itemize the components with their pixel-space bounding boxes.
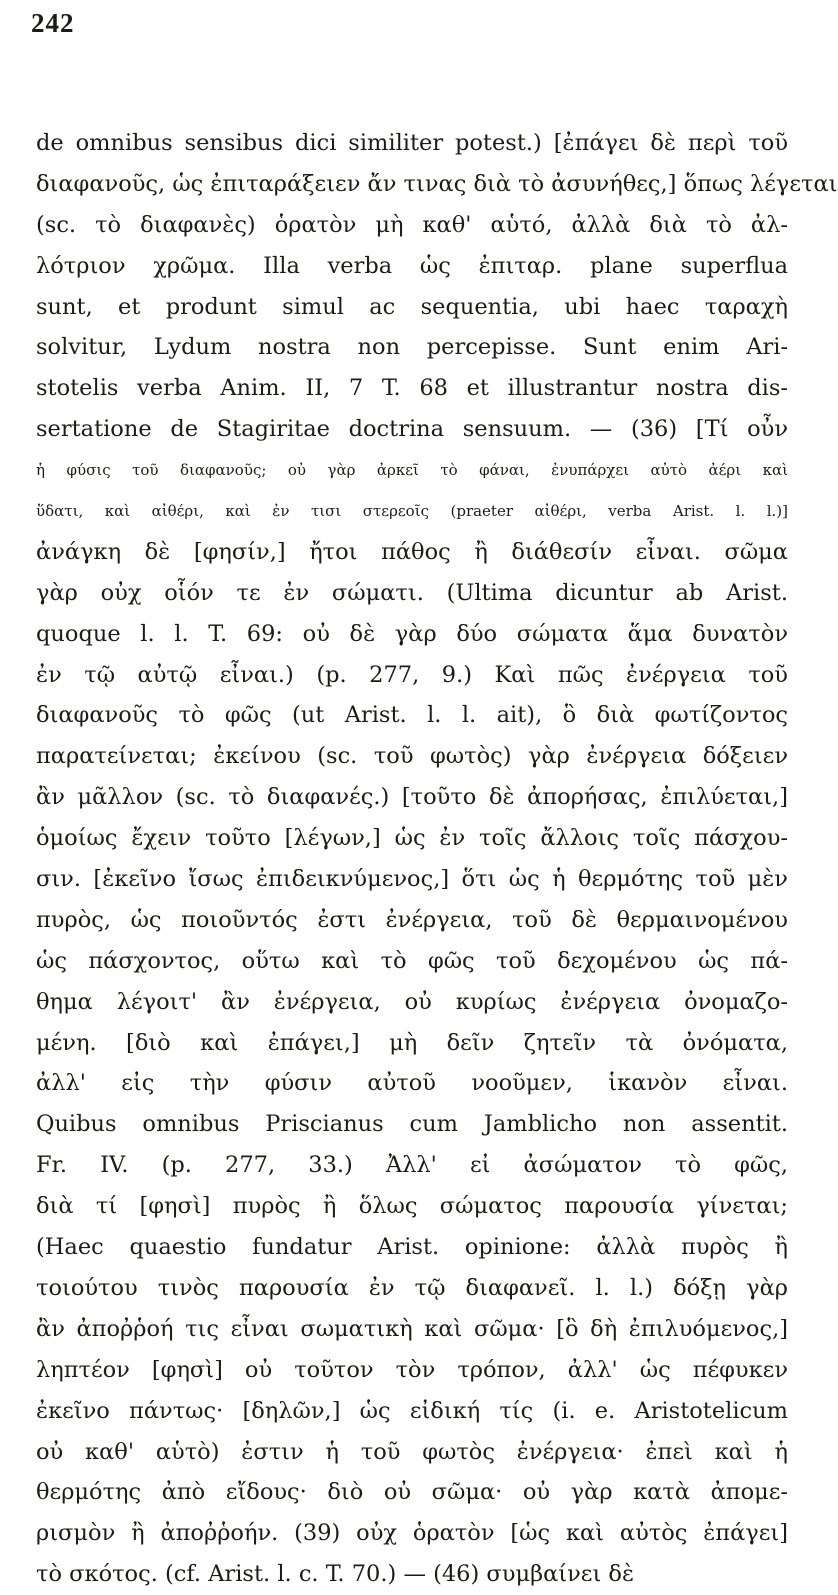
text-line: τοιούτου τινὸς παρουσία ἐν τῷ διαφανεῖ. l. l.) δόξῃ γὰρ: [36, 1274, 788, 1301]
text-line: ὁμοίως ἔχειν τοῦτο [λέγων,] ὡς ἐν τοῖς ἄλλοις τοῖς πάσχου-: [36, 825, 788, 852]
text-line: solvitur, Lydum nostra non percepisse. Sunt enim Ari-: [36, 334, 788, 361]
text-line: ἀνάγκη δὲ [φησίν,] ἤτοι πάθος ἢ διάθεσίν εἶναι. σῶμα: [36, 538, 788, 565]
text-line: (sc. τὸ διαφανὲς) ὁρατὸν μὴ καθ' αὑτό, ἀλλὰ διὰ τὸ ἀλ-: [36, 211, 788, 238]
text-line: quoque l. l. T. 69: οὐ δὲ γὰρ δύο σώματα ἅμα δυνατὸν: [36, 620, 788, 647]
text-line: τὸ σκότος. (cf. Arist. l. c. T. 70.) — (46) συμβαίνει δὲ: [36, 1561, 635, 1588]
text-line: de omnibus sensibus dici similiter potest.) [ἐπάγει δὲ περὶ τοῦ: [36, 130, 788, 156]
text-line: Quibus omnibus Priscianus cum Jamblicho non assentit.: [36, 1111, 788, 1138]
text-line: θερμότης ἀπὸ εἴδους· διὸ οὐ σῶμα· οὐ γὰρ κατὰ ἀπομε-: [36, 1479, 788, 1506]
text-line: stotelis verba Anim. II, 7 T. 68 et illustrantur nostra dis-: [36, 375, 788, 402]
text-line: ἂν μᾶλλον (sc. τὸ διαφανές.) [τοῦτο δὲ ἀπορήσας, ἐπιλύεται,]: [36, 784, 788, 811]
text-line: ἐν τῷ αὐτῷ εἶναι.) (p. 277, 9.) Καὶ πῶς ἐνέργεια τοῦ: [36, 661, 788, 688]
page-number: 242: [31, 8, 75, 38]
text-line: σιν. [ἐκεῖνο ἴσως ἐπιδεικνύμενος,] ὅτι ὡς ἡ θερμότης τοῦ μὲν: [36, 866, 788, 893]
text-line: θημα λέγοιτ' ἂν ἐνέργεια, οὐ κυρίως ἐνέργεια ὀνομαζο-: [36, 988, 788, 1015]
text-line: ἀλλ' εἰς τὴν φύσιν αὐτοῦ νοοῦμεν, ἱκανὸν εἶναι.: [36, 1070, 788, 1097]
text-line: sertatione de Stagiritae doctrina sensuum. — (36) [Τί οὖν: [36, 416, 788, 443]
text-line: μένη. [διὸ καὶ ἐπάγει,] μὴ δεῖν ζητεῖν τὰ ὀνόματα,: [36, 1029, 788, 1056]
body-text: [36, 123, 838, 1595]
text-line: διαφανοῦς τὸ φῶς (ut Arist. l. l. ait), ὃ διὰ φωτίζοντος: [36, 702, 788, 729]
text-line: ἂν ἀποῤῥοή τις εἶναι σωματικὴ καὶ σῶμα· [ὃ δὴ ἐπιλυόμενος,]: [36, 1315, 788, 1342]
text-line: (Haec quaestio fundatur Arist. opinione: ἀλλὰ πυρὸς ἢ: [36, 1234, 788, 1261]
text-line: ὕδατι, καὶ αἰθέρι, καὶ ἐν τισι στερεοῖς (praeter αἰθέρι, verba Arist. l. l.)]: [36, 502, 788, 521]
text-line: ληπτέον [φησὶ] οὐ τοῦτον τὸν τρόπον, ἀλλ' ὡς πέφυκεν: [36, 1356, 788, 1383]
text-line: λότριον χρῶμα. Illa verba ὡς ἐπιταρ. plane superflua: [36, 252, 788, 279]
text-line: διὰ τί [φησὶ] πυρὸς ἢ ὅλως σώματος παρουσία γίνεται;: [36, 1193, 788, 1220]
text-line: sunt, et produnt simul ac sequentia, ubi haec ταραχὴ: [36, 293, 788, 320]
text-line: διαφανοῦς, ὡς ἐπιταράξειεν ἄν τινας διὰ τὸ ἀσυνήθες,] ὅπως λέγεται: [36, 170, 838, 197]
text-line: οὐ καθ' αὑτὸ) ἐστιν ἡ τοῦ φωτὸς ἐνέργεια· ἐπεὶ καὶ ἡ: [36, 1438, 788, 1465]
text-line: πυρὸς, ὡς ποιοῦντός ἐστι ἐνέργεια, τοῦ δὲ θερμαινομένου: [36, 906, 788, 933]
text-line: ὡς πάσχοντος, οὕτω καὶ τὸ φῶς τοῦ δεχομένου ὡς πά-: [36, 947, 788, 974]
text-line: Fr. IV. (p. 277, 33.) Ἀλλ' εἰ ἀσώματον τὸ φῶς,: [36, 1152, 788, 1179]
text-line: ἐκεῖνο πάντως· [δηλῶν,] ὡς εἰδική τίς (i. e. Aristotelicum: [36, 1397, 788, 1424]
text-line: ἡ φύσις τοῦ διαφανοῦς; οὐ γὰρ ἀρκεῖ τὸ φάναι, ἐνυπάρχει αὐτὸ ἀέρι καὶ: [36, 461, 788, 480]
text-line: ρισμὸν ἢ ἀποῤῥοήν. (39) οὐχ ὁρατὸν [ὡς καὶ αὐτὸς ἐπάγει]: [36, 1520, 788, 1547]
text-line: παρατείνεται; ἐκείνου (sc. τοῦ φωτὸς) γὰρ ἐνέργεια δόξειεν: [36, 743, 788, 770]
text-line: γὰρ οὐχ οἷόν τε ἐν σώματι. (Ultima dicuntur ab Arist.: [36, 579, 788, 606]
